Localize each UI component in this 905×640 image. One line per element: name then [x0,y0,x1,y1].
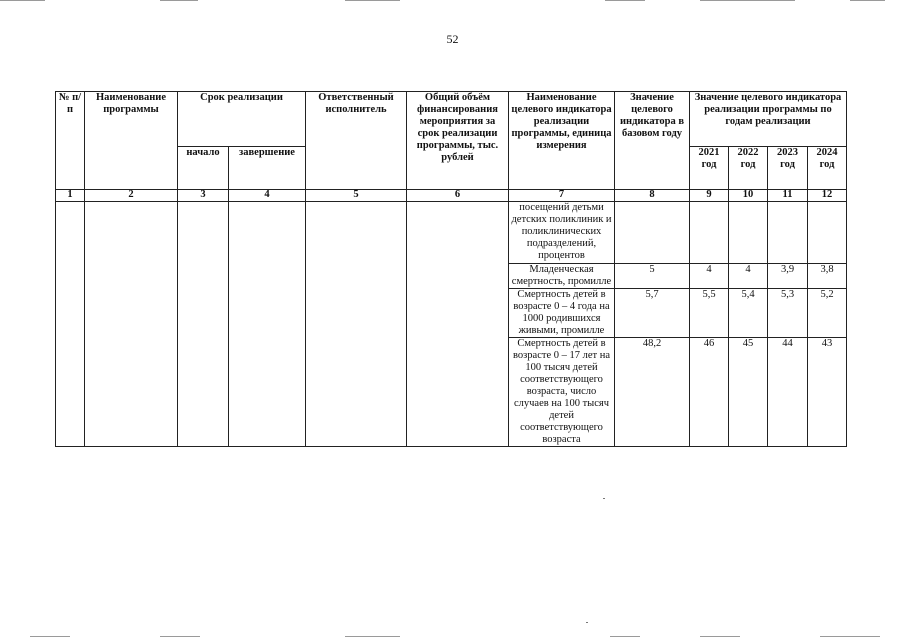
cell-2021: 4 [690,264,729,289]
column-number: 2 [85,190,178,202]
cell-indicator: посещений детьми детских поликлиник и поликлинических подразделений, процентов [509,202,615,264]
scan-line [160,0,198,1]
cell-2021: 46 [690,338,729,447]
cell-base [615,202,690,264]
cell-base: 48,2 [615,338,690,447]
cell-2023: 3,9 [768,264,808,289]
header-term: Срок реализации [178,92,306,147]
cell-base: 5 [615,264,690,289]
column-number: 1 [56,190,85,202]
target-indicators-table [55,91,847,447]
scan-line [30,636,70,637]
cell-2024: 5,2 [808,289,847,338]
header-values-by-years: Значение целевого индикатора реализации программы по годам реализации [690,92,847,147]
scan-line [345,636,400,637]
column-number: 7 [509,190,615,202]
header-year-2021: 2021 год [690,147,729,190]
scan-line [345,0,400,1]
column-number: 3 [178,190,229,202]
scan-line [610,636,640,637]
table-row [56,202,847,264]
column-number: 6 [407,190,509,202]
cell-2023: 44 [768,338,808,447]
cell-start [178,202,229,447]
scan-line [0,0,45,1]
scan-speck [586,622,588,623]
scan-speck [603,498,605,499]
cell-number [56,202,85,447]
scan-line [820,636,880,637]
cell-funding-volume [407,202,509,447]
header-end: завершение [229,147,306,190]
cell-base: 5,7 [615,289,690,338]
cell-program-name [85,202,178,447]
header-executor: Ответственный исполнитель [306,92,407,190]
header-year-2023: 2023 год [768,147,808,190]
cell-2022: 5,4 [729,289,768,338]
header-year-2024: 2024 год [808,147,847,190]
cell-2022: 45 [729,338,768,447]
page-number: 52 [446,32,459,46]
scan-line [850,0,885,1]
scan-line [160,636,200,637]
header-funding-volume: Общий объём финансирования мероприятия за срок реализации программы, тыс. рублей [407,92,509,190]
column-number: 5 [306,190,407,202]
column-number: 11 [768,190,808,202]
header-year-2022: 2022 год [729,147,768,190]
header-program-name: Наименование программы [85,92,178,190]
column-number: 4 [229,190,306,202]
column-number: 8 [615,190,690,202]
cell-indicator: Смертность детей в возрасте 0 – 17 лет на 100 тысяч детей соответствующего возраста, число случаев на 100 тысяч детей соответствующего возраста [509,338,615,447]
header-row [56,92,847,147]
cell-2024: 3,8 [808,264,847,289]
column-number: 12 [808,190,847,202]
cell-2021: 5,5 [690,289,729,338]
cell-2022 [729,202,768,264]
cell-executor [306,202,407,447]
cell-2024: 43 [808,338,847,447]
header-indicator-name: Наименование целевого индикатора реализации программы, единица измерения [509,92,615,190]
scan-line [700,0,795,1]
cell-end [229,202,306,447]
column-number-row [56,190,847,202]
scan-line [605,0,645,1]
cell-2023: 5,3 [768,289,808,338]
header-start: начало [178,147,229,190]
cell-indicator: Младенческая смертность, промилле [509,264,615,289]
cell-2021 [690,202,729,264]
column-number: 9 [690,190,729,202]
header-number: № п/п [56,92,85,190]
cell-2024 [808,202,847,264]
cell-2023 [768,202,808,264]
header-base-value: Значение целевого индикатора в базовом году [615,92,690,190]
scan-line [700,636,740,637]
cell-2022: 4 [729,264,768,289]
column-number: 10 [729,190,768,202]
cell-indicator: Смертность детей в возрасте 0 – 4 года на 1000 родившихся живыми, промилле [509,289,615,338]
